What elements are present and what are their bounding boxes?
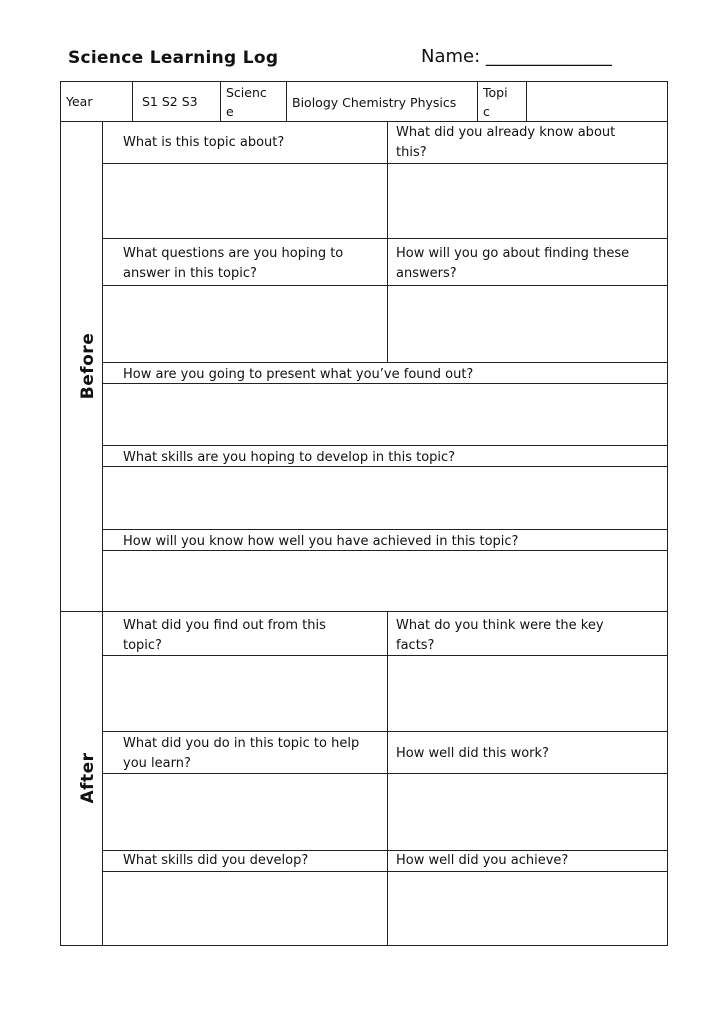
after-q-key-facts-cont: facts?	[396, 638, 435, 653]
after-answer-how-well-achieve[interactable]	[389, 873, 666, 944]
subject-options: Biology Chemistry Physics	[292, 95, 457, 110]
before-q-finding-answers-cont: answers?	[396, 266, 457, 281]
before-answer-topic-about[interactable]	[104, 165, 386, 237]
after-q-find-out-cont: topic?	[123, 638, 162, 653]
year-options: S1 S2 S3	[142, 94, 198, 109]
before-answer-skills[interactable]	[104, 468, 666, 528]
after-q-how-well-achieve: How well did you achieve?	[396, 853, 569, 868]
after-q-what-did-you-do-cont: you learn?	[123, 756, 191, 771]
topic-label-cont: c	[483, 104, 490, 119]
before-answer-present[interactable]	[104, 385, 666, 444]
before-q-questions-cont: answer in this topic?	[123, 266, 257, 281]
year-label: Year	[66, 94, 93, 109]
after-answer-how-well-work[interactable]	[389, 775, 666, 849]
before-section-label: Before	[78, 332, 98, 400]
after-answer-key-facts[interactable]	[389, 657, 666, 730]
after-answer-what-did-you-do[interactable]	[104, 775, 386, 849]
after-q-what-did-you-do: What did you do in this topic to help	[123, 736, 360, 751]
before-answer-questions[interactable]	[104, 287, 386, 361]
name-field[interactable]: Name: ______________	[421, 46, 612, 67]
before-q-finding-answers: How will you go about finding these	[396, 246, 630, 261]
before-q-present: How are you going to present what you’ve found out?	[123, 367, 474, 382]
before-q-already-know-cont: this?	[396, 145, 427, 160]
before-answer-achieved[interactable]	[104, 552, 666, 610]
before-q-already-know: What did you already know about	[396, 125, 616, 140]
before-q-topic-about: What is this topic about?	[123, 135, 285, 150]
before-q-skills: What skills are you hoping to develop in this topic?	[123, 450, 456, 465]
science-label-cont: e	[226, 104, 234, 119]
after-q-key-facts: What do you think were the key	[396, 618, 604, 633]
after-answer-find-out[interactable]	[104, 657, 386, 730]
topic-label: Topi	[483, 85, 508, 100]
topic-field[interactable]	[530, 85, 662, 117]
after-answer-skills-developed[interactable]	[104, 873, 386, 944]
before-answer-already-know[interactable]	[389, 165, 666, 237]
after-q-find-out: What did you find out from this	[123, 618, 326, 633]
before-answer-finding-answers[interactable]	[389, 287, 666, 361]
after-q-skills-developed: What skills did you develop?	[123, 853, 309, 868]
page-title: Science Learning Log	[68, 48, 279, 68]
before-q-achieved: How will you know how well you have achieved in this topic?	[123, 534, 519, 549]
after-q-how-well-work: How well did this work?	[396, 746, 549, 761]
before-q-questions: What questions are you hoping to	[123, 246, 344, 261]
after-section-label: After	[78, 752, 98, 804]
science-label: Scienc	[226, 85, 267, 100]
